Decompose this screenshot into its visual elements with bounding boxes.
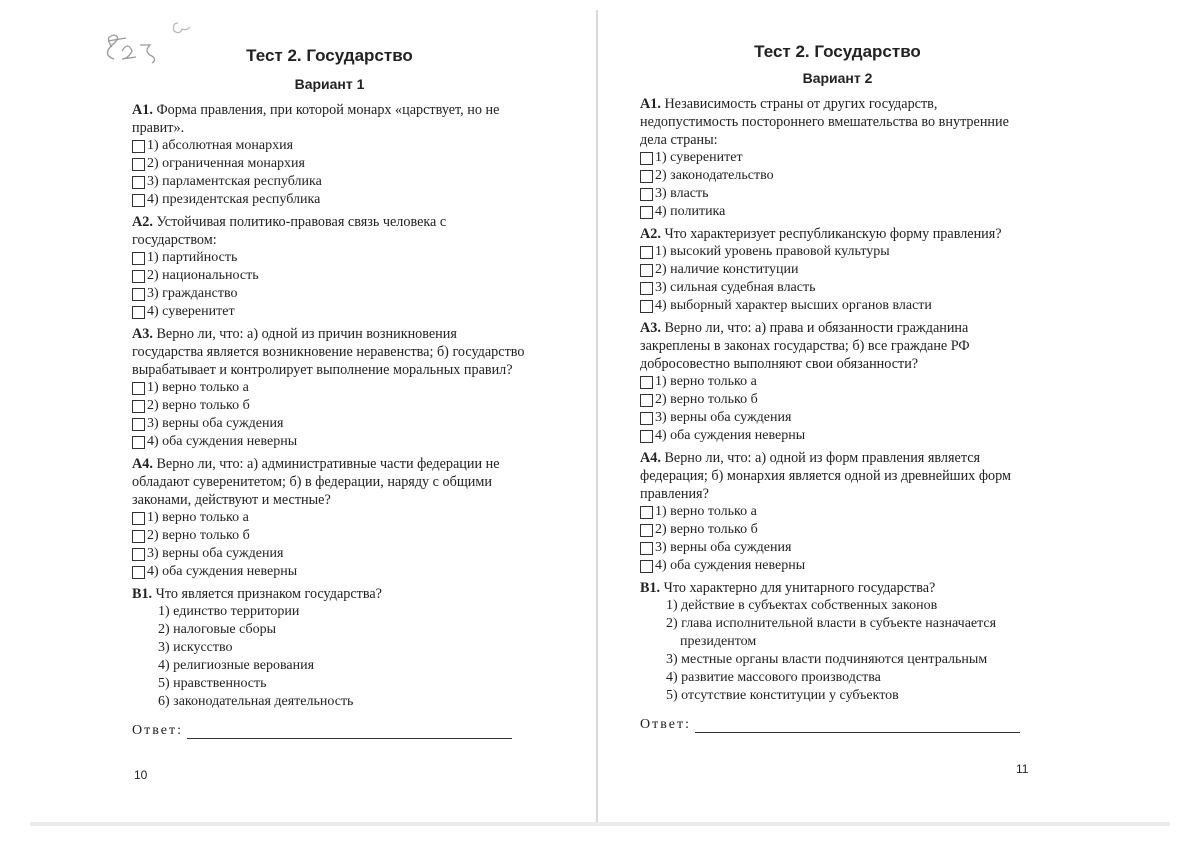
answer-option[interactable]	[132, 303, 527, 321]
answer-option[interactable]	[132, 397, 527, 415]
question-number: В1.	[640, 580, 661, 596]
checkbox-icon[interactable]	[132, 436, 145, 449]
question-block	[132, 213, 527, 321]
answer-option[interactable]	[640, 557, 1035, 575]
page-fold	[596, 10, 598, 825]
variant-heading: Вариант 1	[294, 76, 365, 92]
page-number: 10	[134, 768, 148, 782]
answer-option[interactable]	[640, 409, 1035, 427]
question-block	[132, 325, 527, 451]
answer-label: Ответ:	[132, 723, 183, 738]
checkbox-icon[interactable]	[132, 176, 145, 189]
option-label: 2) ограниченная монархия	[147, 156, 305, 171]
question-number: А3.	[132, 326, 153, 342]
option-list	[640, 373, 1035, 445]
checkbox-icon[interactable]	[132, 566, 145, 579]
question-body: Устойчивая политико-правовая связь человека с государством:	[132, 214, 447, 248]
question-body: Что характеризует республиканскую форму правления?	[664, 226, 1002, 242]
option-label: 4) выборный характер высших органов власти	[655, 298, 932, 313]
answer-option[interactable]	[132, 285, 527, 303]
question-text	[132, 101, 527, 137]
checkbox-icon[interactable]	[132, 400, 145, 413]
option-list	[132, 379, 527, 451]
option-label: 2) законодательство	[655, 168, 774, 183]
question-text	[132, 585, 527, 603]
answer-option[interactable]	[640, 427, 1035, 445]
checkbox-icon[interactable]	[132, 194, 145, 207]
question-body: Верно ли, что: а) одной из причин возникновения государства является возникновение неравенства; б) государство вырабатывает и контролирует выполнение моральных правил?	[132, 326, 525, 378]
question-text	[132, 325, 527, 379]
b1-option: 1) действие в субъектах собственных законов	[666, 598, 938, 613]
b1-option: 1) единство территории	[158, 604, 300, 619]
answer-option[interactable]	[640, 203, 1035, 221]
right-page	[640, 0, 1035, 848]
checkbox-icon[interactable]	[132, 252, 145, 265]
option-list	[132, 137, 527, 209]
option-label: 1) верно только а	[147, 380, 249, 395]
answer-option[interactable]	[640, 539, 1035, 557]
checkbox-icon[interactable]	[640, 506, 653, 519]
question-block	[132, 455, 527, 581]
question-body: Что является признаком государства?	[155, 586, 382, 602]
question-text	[640, 95, 1035, 149]
question-number: А1.	[132, 102, 153, 118]
b1-option: 2) налоговые сборы	[158, 622, 277, 637]
question-number: А4.	[640, 450, 661, 466]
option-label: 1) высокий уровень правовой культуры	[655, 244, 890, 259]
answer-row	[640, 717, 1035, 733]
b1-option: 3) искусство	[158, 640, 233, 655]
answer-option[interactable]	[132, 137, 527, 155]
question-number: В1.	[132, 586, 153, 602]
checkbox-icon[interactable]	[132, 418, 145, 431]
option-label: 3) власть	[655, 186, 709, 201]
option-label: 3) верны оба суждения	[147, 416, 284, 431]
answer-option[interactable]	[132, 527, 527, 545]
checkbox-icon[interactable]	[640, 430, 653, 443]
answer-field[interactable]	[695, 720, 1020, 733]
b1-option: 3) местные органы власти подчиняются центральным	[666, 652, 988, 667]
checkbox-icon[interactable]	[640, 206, 653, 219]
option-label: 4) президентская республика	[147, 192, 321, 207]
question-text	[132, 213, 527, 249]
b1-option: 4) развитие массового производства	[666, 670, 881, 685]
question-text	[640, 225, 1035, 243]
answer-option[interactable]	[132, 267, 527, 285]
answer-option[interactable]	[640, 503, 1035, 521]
checkbox-icon[interactable]	[640, 300, 653, 313]
checkbox-icon[interactable]	[640, 394, 653, 407]
answer-option[interactable]	[640, 167, 1035, 185]
answer-option[interactable]	[640, 521, 1035, 539]
checkbox-icon[interactable]	[132, 530, 145, 543]
answer-option[interactable]	[640, 297, 1035, 315]
question-number: А3.	[640, 320, 661, 336]
checkbox-icon[interactable]	[640, 412, 653, 425]
checkbox-icon[interactable]	[640, 524, 653, 537]
question-body: Форма правления, при которой монарх «царствует, но не правит».	[132, 102, 500, 136]
checkbox-icon[interactable]	[132, 288, 145, 301]
option-label: 4) оба суждения неверны	[147, 434, 298, 449]
option-label: 1) партийность	[147, 250, 238, 265]
option-label: 2) верно только б	[147, 528, 250, 543]
answer-option[interactable]	[132, 509, 527, 527]
page-title: Тест 2. Государство	[246, 46, 413, 65]
question-block	[640, 449, 1035, 575]
checkbox-icon[interactable]	[132, 382, 145, 395]
option-label: 4) политика	[655, 204, 726, 219]
option-label: 2) верно только б	[655, 392, 758, 407]
question-body: Что характерно для унитарного государства?	[663, 580, 936, 596]
answer-field[interactable]	[187, 726, 512, 739]
checkbox-icon[interactable]	[132, 270, 145, 283]
checkbox-icon[interactable]	[640, 560, 653, 573]
option-label: 3) гражданство	[147, 286, 238, 301]
checkbox-icon[interactable]	[640, 170, 653, 183]
option-label: 4) суверенитет	[147, 304, 235, 319]
question-block	[640, 319, 1035, 445]
answer-option[interactable]	[132, 379, 527, 397]
b1-option: 5) нравственность	[158, 676, 267, 691]
option-label: 1) верно только а	[147, 510, 249, 525]
option-list	[132, 509, 527, 581]
option-label: 1) абсолютная монархия	[147, 138, 294, 153]
question-text	[640, 319, 1035, 373]
checkbox-icon[interactable]	[640, 282, 653, 295]
answer-option[interactable]	[640, 373, 1035, 391]
question-block-b1	[132, 585, 527, 711]
answer-label: Ответ:	[640, 717, 691, 732]
question-text	[132, 455, 527, 509]
question-number: А1.	[640, 96, 661, 112]
option-label: 3) верны оба суждения	[147, 546, 284, 561]
checkbox-icon[interactable]	[132, 306, 145, 319]
option-label: 4) оба суждения неверны	[655, 428, 806, 443]
option-list	[640, 243, 1035, 315]
page-title: Тест 2. Государство	[754, 42, 921, 61]
question-body: Независимость страны от других государств, недопустимость постороннего вмешательства во внутренние дела страны:	[640, 96, 1009, 148]
question-text	[640, 579, 1035, 597]
question-list	[640, 95, 1035, 733]
checkbox-icon[interactable]	[640, 542, 653, 555]
option-label: 3) сильная судебная власть	[655, 280, 816, 295]
answer-option[interactable]	[132, 191, 527, 209]
checkbox-icon[interactable]	[640, 246, 653, 259]
question-body: Верно ли, что: а) права и обязанности гражданина закреплены в законах государства; б) все граждане РФ добросовестно выполняют свои обязанности?	[640, 320, 970, 372]
option-label: 2) национальность	[147, 268, 259, 283]
option-label: 2) верно только б	[655, 522, 758, 537]
question-text	[640, 449, 1035, 503]
option-label: 3) верны оба суждения	[655, 410, 792, 425]
answer-option[interactable]	[132, 415, 527, 433]
question-block	[132, 101, 527, 209]
answer-option[interactable]	[640, 185, 1035, 203]
option-list	[640, 503, 1035, 575]
answer-option[interactable]	[640, 149, 1035, 167]
option-label: 1) верно только а	[655, 374, 757, 389]
option-label: 4) оба суждения неверны	[147, 564, 298, 579]
checkbox-icon[interactable]	[640, 376, 653, 389]
option-label: 3) парламентская республика	[147, 174, 322, 189]
checkbox-icon[interactable]	[640, 264, 653, 277]
page-number: 11	[1016, 762, 1029, 776]
b1-option: 2) глава исполнительной власти в субъекте назначается президентом	[666, 616, 997, 649]
option-label: 3) верны оба суждения	[655, 540, 792, 555]
question-block	[640, 225, 1035, 315]
answer-option[interactable]	[640, 243, 1035, 261]
answer-option[interactable]	[132, 545, 527, 563]
option-label: 2) наличие конституции	[655, 262, 799, 277]
answer-row	[132, 723, 527, 739]
checkbox-icon[interactable]	[640, 188, 653, 201]
question-body: Верно ли, что: а) одной из форм правления является федерация; б) монархия является одной из древнейших форм правления?	[640, 450, 1011, 502]
b1-option: 6) законодательная деятельность	[158, 694, 354, 709]
answer-option[interactable]	[640, 261, 1035, 279]
checkbox-icon[interactable]	[132, 140, 145, 153]
checkbox-icon[interactable]	[132, 548, 145, 561]
option-list	[132, 249, 527, 321]
answer-option[interactable]	[132, 173, 527, 191]
answer-option[interactable]	[640, 279, 1035, 297]
question-body: Верно ли, что: а) административные части федерации не обладают суверенитетом; б) в федерации, наряду с общими законами, действуют и местные?	[132, 456, 500, 508]
answer-option[interactable]	[132, 155, 527, 173]
question-list	[132, 101, 527, 739]
option-list	[640, 149, 1035, 221]
question-block-b1	[640, 579, 1035, 705]
b1-option: 4) религиозные верования	[158, 658, 315, 673]
variant-heading: Вариант 2	[802, 70, 873, 86]
question-number: А2.	[132, 214, 153, 230]
b1-option: 5) отсутствие конституции у субъектов	[666, 688, 899, 703]
checkbox-icon[interactable]	[640, 152, 653, 165]
left-page	[132, 0, 527, 848]
question-number: А4.	[132, 456, 153, 472]
question-number: А2.	[640, 226, 661, 242]
option-label: 1) верно только а	[655, 504, 757, 519]
answer-option[interactable]	[640, 391, 1035, 409]
option-label: 2) верно только б	[147, 398, 250, 413]
answer-option[interactable]	[132, 249, 527, 267]
question-block	[640, 95, 1035, 221]
checkbox-icon[interactable]	[132, 158, 145, 171]
option-label: 1) суверенитет	[655, 150, 743, 165]
checkbox-icon[interactable]	[132, 512, 145, 525]
answer-option[interactable]	[132, 563, 527, 581]
answer-option[interactable]	[132, 433, 527, 451]
option-label: 4) оба суждения неверны	[655, 558, 806, 573]
